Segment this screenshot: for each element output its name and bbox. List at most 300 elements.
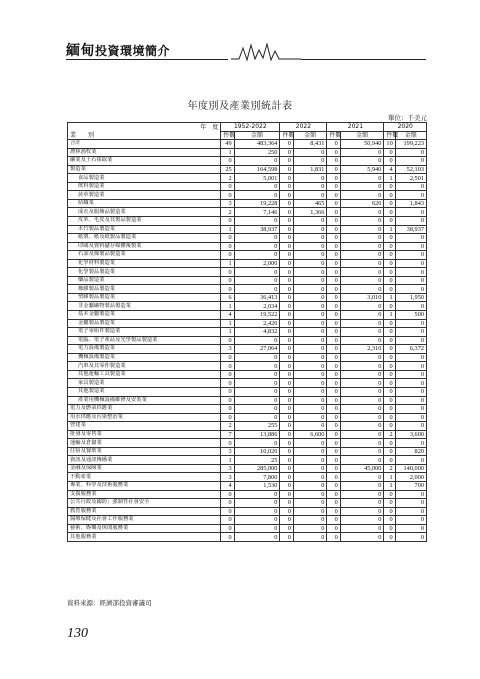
amount-cell: 0 (234, 336, 280, 345)
count-cell: 0 (384, 387, 395, 396)
count-cell: 0 (327, 507, 340, 516)
industry-name: 運輸及倉儲業 (68, 439, 221, 448)
table-row (68, 524, 427, 533)
amount-cell: 1,831 (293, 165, 327, 174)
count-cell: 0 (327, 422, 340, 431)
amount-cell: 0 (293, 473, 327, 482)
table-row (68, 516, 427, 525)
industry-name: 公共行政及國防；強制性社會安全 (68, 499, 221, 508)
count-cell: 0 (384, 276, 395, 285)
industry-name: 電力設備製造業 (68, 345, 221, 354)
table-row (68, 148, 427, 157)
amount-cell: 0 (340, 362, 384, 371)
amount-cell: 0 (293, 182, 327, 191)
count-cell: 4 (221, 311, 234, 320)
industry-name: 紡織業 (68, 199, 221, 208)
amount-cell: 0 (340, 533, 384, 542)
count-cell: 2 (221, 422, 234, 431)
count-cell: 1 (221, 328, 234, 337)
count-header: 件數 (384, 131, 395, 140)
count-cell: 0 (221, 387, 234, 396)
count-cell: 0 (280, 524, 293, 533)
industry-name: 橡膠製品製造業 (68, 285, 221, 294)
amount-cell: 0 (293, 456, 327, 465)
amount-cell: 0 (340, 191, 384, 200)
industry-name: 非金屬礦物製品製造業 (68, 302, 221, 311)
amount-cell: 38,937 (234, 225, 280, 234)
table-row (68, 157, 427, 166)
industry-name: 產業用機械設備維修及安裝業 (68, 396, 221, 405)
industry-name: 用水供應及污染整治業 (68, 413, 221, 422)
amount-cell: 620 (340, 199, 384, 208)
industry-name: 基本金屬製造業 (68, 311, 221, 320)
count-cell: 0 (280, 362, 293, 371)
count-cell: 0 (384, 234, 395, 243)
count-cell: 0 (327, 285, 340, 294)
count-cell: 0 (221, 413, 234, 422)
count-cell: 0 (327, 165, 340, 174)
count-cell: 0 (327, 516, 340, 525)
count-cell: 3 (221, 199, 234, 208)
count-cell: 0 (384, 413, 395, 422)
industry-name: 資訊及通訊傳播業 (68, 456, 221, 465)
count-cell: 6 (221, 293, 234, 302)
amount-cell: 8,431 (293, 140, 327, 149)
amount-cell: 4,832 (234, 328, 280, 337)
amount-cell: 2,034 (234, 302, 280, 311)
table-row (68, 353, 427, 362)
count-cell: 0 (221, 217, 234, 226)
industry-name: 食品製造業 (68, 174, 221, 183)
count-cell: 0 (280, 370, 293, 379)
count-cell: 1 (384, 225, 395, 234)
table-row (68, 456, 427, 465)
count-cell: 0 (280, 285, 293, 294)
amount-cell: 0 (234, 507, 280, 516)
count-cell: 0 (384, 302, 395, 311)
industry-name: 醫療保健及社會工作服務業 (68, 516, 221, 525)
amount-cell: 27,064 (234, 345, 280, 354)
industry-name: 汽車及其零件製造業 (68, 362, 221, 371)
amount-cell: 0 (340, 353, 384, 362)
amount-cell: 0 (293, 379, 327, 388)
count-header: 件數 (327, 131, 340, 140)
amount-cell: 820 (395, 447, 426, 456)
table-row (68, 311, 427, 320)
table-row (68, 234, 427, 243)
industry-name: 電子零組件製造業 (68, 328, 221, 337)
industry-name: 化學材料製造業 (68, 259, 221, 268)
amount-cell: 0 (395, 302, 426, 311)
count-cell: 0 (280, 447, 293, 456)
table-row (68, 362, 427, 371)
amount-cell: 0 (234, 251, 280, 260)
amount-cell: 0 (340, 405, 384, 414)
source-note: 資料來源：經濟部投資審議司 (67, 599, 152, 607)
amount-cell: 7,146 (234, 208, 280, 217)
count-cell: 0 (327, 182, 340, 191)
amount-cell: 0 (395, 328, 426, 337)
count-cell: 1 (221, 456, 234, 465)
header-year-corner: 年 度 (68, 123, 221, 132)
amount-cell: 0 (293, 362, 327, 371)
count-cell: 0 (221, 268, 234, 277)
amount-cell: 0 (340, 328, 384, 337)
count-cell: 0 (384, 405, 395, 414)
table-title: 年度別及產業別統計表 (187, 101, 293, 112)
count-cell: 0 (280, 353, 293, 362)
count-cell: 0 (280, 293, 293, 302)
amount-cell: 0 (340, 507, 384, 516)
count-cell: 0 (384, 148, 395, 157)
amount-cell: 0 (340, 524, 384, 533)
amount-cell: 0 (293, 345, 327, 354)
amount-cell: 45,000 (340, 464, 384, 473)
count-cell: 0 (221, 370, 234, 379)
industry-name: 印刷及資料儲存媒體複製業 (68, 242, 221, 251)
count-cell: 0 (280, 456, 293, 465)
amount-cell: 0 (340, 473, 384, 482)
count-cell: 0 (280, 165, 293, 174)
amount-cell: 0 (340, 336, 384, 345)
industry-name: 藥品製造業 (68, 276, 221, 285)
table-row (68, 336, 427, 345)
industry-name: 製造業 (68, 165, 221, 174)
amount-cell: 2,501 (395, 174, 426, 183)
count-cell: 0 (384, 499, 395, 508)
count-cell: 0 (221, 182, 234, 191)
amount-cell: 0 (234, 285, 280, 294)
count-cell: 0 (327, 217, 340, 226)
count-cell: 0 (280, 242, 293, 251)
amount-cell: 1,843 (395, 199, 426, 208)
amount-cell: 140,000 (395, 464, 426, 473)
amount-cell: 0 (293, 311, 327, 320)
amount-cell: 0 (234, 490, 280, 499)
amount-cell: 0 (340, 225, 384, 234)
amount-cell: 19,228 (234, 199, 280, 208)
amount-cell: 0 (395, 396, 426, 405)
table-row (68, 447, 427, 456)
count-cell: 0 (280, 413, 293, 422)
industry-name: 木竹製品製造業 (68, 225, 221, 234)
count-cell: 0 (384, 242, 395, 251)
count-cell: 0 (384, 345, 395, 354)
industry-name: 家具製造業 (68, 379, 221, 388)
count-cell: 25 (221, 165, 234, 174)
amount-cell: 0 (395, 336, 426, 345)
table-row (68, 285, 427, 294)
count-cell: 0 (280, 336, 293, 345)
amount-cell: 0 (293, 413, 327, 422)
count-cell: 0 (280, 464, 293, 473)
amount-cell: 13,886 (234, 430, 280, 439)
count-cell: 0 (280, 199, 293, 208)
table-row (68, 217, 427, 226)
count-cell: 0 (280, 328, 293, 337)
amount-cell: 0 (293, 370, 327, 379)
amount-cell: 0 (395, 439, 426, 448)
count-cell: 1 (384, 293, 395, 302)
amount-cell: 483,364 (234, 140, 280, 149)
count-cell: 49 (221, 140, 234, 149)
count-cell: 0 (384, 379, 395, 388)
table-row (68, 430, 427, 439)
table-row (68, 302, 427, 311)
count-cell: 0 (384, 507, 395, 516)
count-cell: 0 (280, 473, 293, 482)
count-cell: 3 (221, 345, 234, 354)
industry-name: 營建業 (68, 422, 221, 431)
amount-cell: 0 (395, 405, 426, 414)
table-row (68, 165, 427, 174)
count-cell: 1 (384, 311, 395, 320)
count-cell: 0 (327, 174, 340, 183)
amount-cell: 0 (234, 405, 280, 414)
count-cell: 0 (327, 276, 340, 285)
count-cell: 3 (221, 464, 234, 473)
amount-cell: 0 (293, 276, 327, 285)
amount-cell: 0 (234, 413, 280, 422)
amount-cell: 0 (395, 370, 426, 379)
count-cell: 0 (280, 217, 293, 226)
count-cell: 0 (280, 157, 293, 166)
count-cell: 0 (384, 396, 395, 405)
table-row (68, 199, 427, 208)
count-cell: 0 (280, 499, 293, 508)
table-row (68, 276, 427, 285)
amount-cell: 7,800 (234, 473, 280, 482)
count-cell: 0 (221, 405, 234, 414)
count-cell: 0 (280, 481, 293, 490)
amount-cell: 0 (340, 387, 384, 396)
amount-cell: 0 (234, 157, 280, 166)
count-cell: 0 (327, 524, 340, 533)
amount-cell: 0 (234, 499, 280, 508)
amount-cell: 0 (340, 422, 384, 431)
amount-cell: 0 (395, 353, 426, 362)
amount-cell: 0 (340, 174, 384, 183)
count-cell: 0 (384, 516, 395, 525)
table-row (68, 191, 427, 200)
industry-name: 住宿及餐飲業 (68, 447, 221, 456)
amount-cell: 0 (234, 191, 280, 200)
amount-cell: 0 (293, 387, 327, 396)
amount-cell: 0 (340, 456, 384, 465)
industry-name: 礦業及土石採取業 (68, 157, 221, 166)
amount-header: 金額 (234, 131, 280, 140)
amount-cell: 0 (293, 157, 327, 166)
amount-cell: 0 (293, 191, 327, 200)
amount-cell: 0 (340, 259, 384, 268)
amount-cell: 0 (234, 516, 280, 525)
amount-cell: 0 (395, 259, 426, 268)
industry-name: 紙漿、紙及紙製品製造業 (68, 234, 221, 243)
count-cell: 0 (327, 490, 340, 499)
amount-cell: 0 (395, 524, 426, 533)
amount-cell: 0 (293, 242, 327, 251)
count-cell: 1 (221, 319, 234, 328)
amount-cell: 5,001 (234, 174, 280, 183)
count-cell: 0 (327, 447, 340, 456)
amount-header: 金額 (340, 131, 384, 140)
amount-cell: 700 (395, 481, 426, 490)
brand-country: 緬甸 (66, 43, 95, 59)
table-row (68, 293, 427, 302)
count-cell: 0 (280, 225, 293, 234)
amount-cell: 0 (340, 499, 384, 508)
amount-cell: 250 (234, 148, 280, 157)
amount-cell: 0 (395, 268, 426, 277)
amount-cell: 0 (234, 217, 280, 226)
count-cell: 2 (384, 430, 395, 439)
header-rule-right (301, 59, 426, 60)
count-cell: 2 (384, 464, 395, 473)
industry-name: 金融及保險業 (68, 464, 221, 473)
industry-name: 石油及煤製品製造業 (68, 251, 221, 260)
amount-cell: 5,940 (340, 165, 384, 174)
amount-cell: 0 (293, 507, 327, 516)
amount-cell: 0 (293, 353, 327, 362)
amount-cell: 36,413 (234, 293, 280, 302)
amount-cell: 0 (395, 413, 426, 422)
count-cell: 0 (327, 499, 340, 508)
count-cell: 0 (221, 507, 234, 516)
count-cell: 0 (327, 319, 340, 328)
count-cell: 0 (221, 251, 234, 260)
count-cell: 0 (280, 302, 293, 311)
count-cell: 0 (280, 268, 293, 277)
count-cell: 1 (384, 174, 395, 183)
count-header: 件數 (280, 131, 293, 140)
count-cell: 0 (327, 302, 340, 311)
count-cell: 0 (327, 336, 340, 345)
industry-name: 其他運輸工具製造業 (68, 370, 221, 379)
count-cell: 0 (327, 251, 340, 260)
amount-cell: 25 (234, 456, 280, 465)
table-row (68, 345, 427, 354)
amount-cell: 0 (340, 379, 384, 388)
industry-name: 合計 (68, 140, 221, 149)
count-cell: 0 (327, 387, 340, 396)
amount-cell: 0 (293, 405, 327, 414)
table-row (68, 182, 427, 191)
industry-name: 其他製造業 (68, 387, 221, 396)
count-cell: 0 (384, 328, 395, 337)
amount-cell: 0 (395, 234, 426, 243)
table-row (68, 490, 427, 499)
count-cell: 0 (221, 490, 234, 499)
count-cell: 0 (327, 481, 340, 490)
year-header: 2021 (327, 123, 384, 132)
count-cell: 0 (327, 191, 340, 200)
amount-cell: 0 (340, 251, 384, 260)
count-cell: 2 (221, 174, 234, 183)
table-row (68, 533, 427, 542)
amount-cell: 0 (340, 208, 384, 217)
amount-cell: 2,000 (395, 473, 426, 482)
count-cell: 0 (280, 439, 293, 448)
amount-cell: 0 (340, 285, 384, 294)
header-industry-corner: 業 別 (68, 131, 221, 140)
count-cell: 0 (327, 396, 340, 405)
table-row (68, 387, 427, 396)
count-cell: 0 (327, 293, 340, 302)
amount-cell: 0 (293, 396, 327, 405)
count-cell: 0 (384, 362, 395, 371)
industry-name: 其他服務業 (68, 533, 221, 542)
count-cell: 0 (327, 225, 340, 234)
count-cell: 0 (327, 311, 340, 320)
count-cell: 0 (280, 259, 293, 268)
amount-cell: 0 (234, 370, 280, 379)
count-cell: 0 (384, 182, 395, 191)
count-cell: 0 (221, 336, 234, 345)
page-number: 130 (67, 626, 88, 641)
count-cell: 0 (280, 182, 293, 191)
count-cell: 0 (221, 234, 234, 243)
table-row (68, 259, 427, 268)
table-row (68, 370, 427, 379)
amount-cell: 0 (395, 379, 426, 388)
table-row (68, 464, 427, 473)
table-row (68, 405, 427, 414)
count-cell: 0 (327, 413, 340, 422)
table-row (68, 499, 427, 508)
count-cell: 0 (327, 456, 340, 465)
amount-cell: 0 (395, 533, 426, 542)
amount-cell: 0 (234, 268, 280, 277)
amount-cell: 0 (395, 490, 426, 499)
table-row (68, 319, 427, 328)
count-cell: 0 (327, 242, 340, 251)
industry-name: 電腦、電子產品及光學製品製造業 (68, 336, 221, 345)
amount-cell: 0 (395, 251, 426, 260)
count-cell: 0 (384, 439, 395, 448)
table-row (68, 439, 427, 448)
count-cell: 0 (384, 157, 395, 166)
count-cell: 0 (280, 379, 293, 388)
table-row (68, 174, 427, 183)
count-cell: 2 (221, 208, 234, 217)
table-row (68, 481, 427, 490)
count-cell: 0 (384, 370, 395, 379)
amount-cell: 0 (395, 362, 426, 371)
table-row (68, 413, 427, 422)
count-cell: 4 (384, 165, 395, 174)
amount-cell: 465 (293, 199, 327, 208)
amount-cell: 0 (395, 319, 426, 328)
amount-cell: 0 (340, 447, 384, 456)
count-cell: 0 (221, 439, 234, 448)
count-cell: 0 (221, 499, 234, 508)
count-cell: 0 (384, 524, 395, 533)
count-cell: 0 (221, 379, 234, 388)
header-rule-left (66, 59, 228, 60)
count-cell: 0 (384, 336, 395, 345)
count-cell: 0 (221, 516, 234, 525)
count-cell: 0 (280, 140, 293, 149)
industry-name: 批發及零售業 (68, 430, 221, 439)
table-row (68, 268, 427, 277)
industry-name: 電力及燃氣供應業 (68, 405, 221, 414)
count-cell: 0 (327, 464, 340, 473)
count-cell: 4 (221, 481, 234, 490)
count-cell: 0 (221, 157, 234, 166)
industry-name: 藝術、娛樂及休閒服務業 (68, 524, 221, 533)
count-cell: 0 (384, 533, 395, 542)
table-row (68, 140, 427, 149)
